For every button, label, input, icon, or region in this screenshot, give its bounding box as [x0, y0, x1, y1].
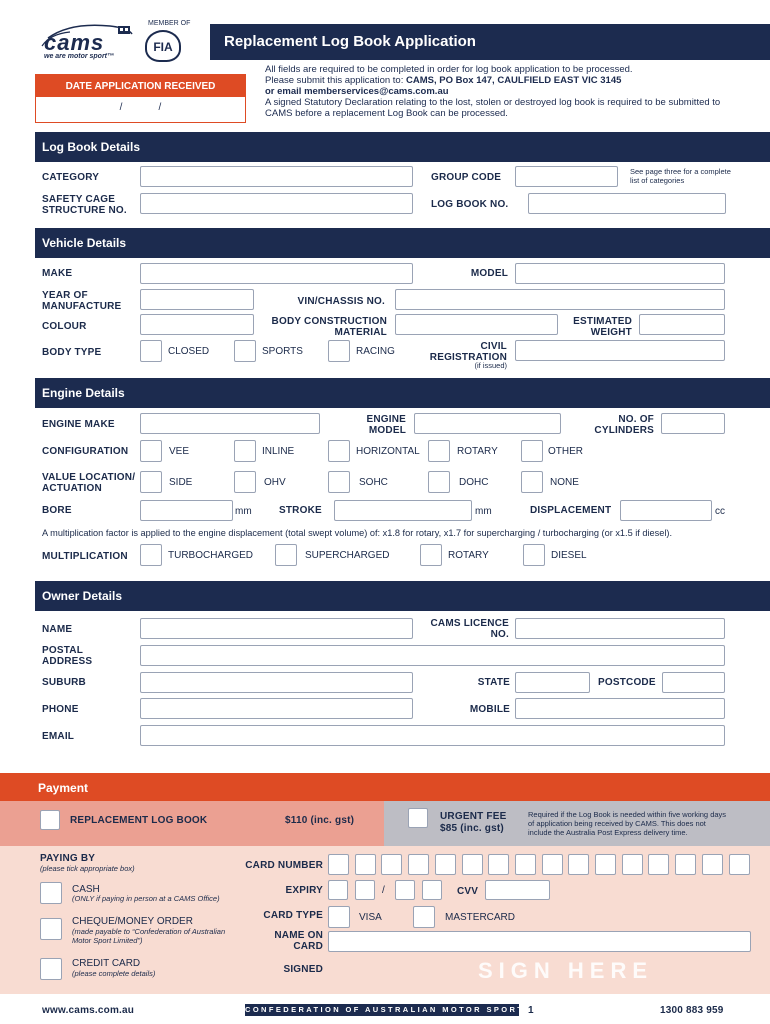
colour-label: COLOUR — [42, 321, 87, 332]
stroke-unit: mm — [475, 506, 492, 517]
mult-super-checkbox[interactable] — [275, 544, 297, 566]
model-field[interactable] — [515, 263, 725, 284]
stroke-label: STROKE — [279, 505, 322, 516]
replacement-label: REPLACEMENT LOG BOOK — [70, 815, 208, 826]
valve-dohc-checkbox[interactable] — [428, 471, 450, 493]
licence-field[interactable] — [515, 618, 725, 639]
card-number-digit[interactable] — [648, 854, 669, 875]
licence-label: CAMS LICENCE NO. — [430, 618, 509, 640]
displacement-field[interactable] — [620, 500, 712, 521]
valve-dohc-label: DOHC — [459, 477, 489, 488]
engine-model-label: ENGINE MODEL — [366, 414, 406, 436]
model-label: MODEL — [470, 268, 508, 279]
body-closed-label: CLOSED — [168, 346, 210, 357]
name-on-card-field[interactable] — [328, 931, 751, 952]
footer-website[interactable]: www.cams.com.au — [42, 1005, 135, 1016]
payment-title: Payment — [38, 781, 89, 795]
bore-field[interactable] — [140, 500, 233, 521]
mult-diesel-label: DIESEL — [551, 550, 587, 561]
phone-field[interactable] — [140, 698, 413, 719]
section-payment — [0, 773, 770, 801]
credit-checkbox[interactable] — [40, 958, 62, 980]
card-number-digit[interactable] — [355, 854, 376, 875]
instructions — [265, 64, 725, 119]
year-field[interactable] — [140, 289, 254, 310]
log-book-no-field[interactable] — [528, 193, 726, 214]
valve-none-checkbox[interactable] — [521, 471, 543, 493]
config-rotary-label: ROTARY — [457, 446, 498, 457]
category-field[interactable] — [140, 166, 413, 187]
replacement-price: $110 (inc. gst) — [285, 815, 355, 826]
phone-label: PHONE — [42, 704, 79, 715]
paying-by-note: (please tick appropriate box) — [40, 864, 135, 873]
footer-page: 1 — [528, 1005, 534, 1016]
valve-none-label: NONE — [550, 477, 579, 488]
card-number-digit[interactable] — [328, 854, 349, 875]
make-label: MAKE — [42, 268, 73, 279]
mobile-field[interactable] — [515, 698, 725, 719]
config-inline-label: INLINE — [262, 446, 295, 457]
expiry-separator: / — [382, 885, 385, 896]
sign-here-watermark: SIGN HERE — [478, 958, 654, 983]
footer-org-bar — [245, 1004, 525, 1016]
valve-sohc-checkbox[interactable] — [328, 471, 350, 493]
cheque-checkbox[interactable] — [40, 918, 62, 940]
visa-checkbox[interactable] — [328, 906, 350, 928]
body-material-field[interactable] — [395, 314, 558, 335]
credit-label: CREDIT CARD — [72, 958, 141, 969]
card-number-digit[interactable] — [675, 854, 696, 875]
postal-field[interactable] — [140, 645, 725, 666]
date-received-field[interactable]: / / — [119, 102, 162, 113]
card-number-digit[interactable] — [702, 854, 723, 875]
signature-field[interactable] — [328, 956, 751, 984]
card-number-digit[interactable] — [568, 854, 589, 875]
card-number-label: CARD NUMBER — [245, 860, 323, 871]
est-weight-field[interactable] — [639, 314, 725, 335]
bore-label: BORE — [42, 505, 72, 516]
email-field[interactable] — [140, 725, 725, 746]
colour-field[interactable] — [140, 314, 254, 335]
civil-reg-note: (if issued) — [474, 361, 507, 370]
urgent-price: $85 (inc. gst) — [440, 823, 504, 834]
logo-text: cams — [44, 30, 105, 55]
fia-logo — [145, 30, 181, 62]
visa-label: VISA — [359, 912, 382, 923]
fia-logo-text: FIA — [153, 40, 173, 54]
safety-cage-field[interactable] — [140, 193, 413, 214]
state-label: STATE — [477, 677, 510, 688]
instructions-2-address: CAMS, PO Box 147, CAULFIELD EAST VIC 3145 — [406, 75, 622, 86]
displacement-label: DISPLACEMENT — [530, 505, 612, 516]
instructions-3: or email memberservices@cams.com.au — [265, 86, 449, 97]
section-vehicle: Vehicle Details — [35, 228, 770, 258]
config-horizontal-checkbox[interactable] — [328, 440, 350, 462]
title-bar — [210, 24, 770, 60]
body-type-label: BODY TYPE — [42, 347, 102, 358]
name-field[interactable] — [140, 618, 413, 639]
instructions-2: Please submit this application to: — [265, 75, 406, 86]
instructions-1: All fields are required to be completed in order for log book application to be processed. — [265, 64, 633, 75]
vin-field[interactable] — [395, 289, 725, 310]
card-number-digit[interactable] — [381, 854, 402, 875]
instructions-4: A signed Statutory Declaration relating to the lost, stolen or destroyed log book is required to be submitted to CAMS before a replacement Log Book can be processed. — [265, 97, 721, 119]
config-inline-checkbox[interactable] — [234, 440, 256, 462]
card-number-digit[interactable] — [488, 854, 509, 875]
engine-make-field[interactable] — [140, 413, 320, 434]
cheque-label: CHEQUE/MONEY ORDER — [72, 916, 193, 927]
civil-reg-field[interactable] — [515, 340, 725, 361]
name-label: NAME — [42, 624, 73, 635]
card-number-digit[interactable] — [462, 854, 483, 875]
cheque-note: (made payable to “Confederation of Australian Motor Sport Limited”) — [72, 927, 226, 945]
body-sports-checkbox[interactable] — [234, 340, 256, 362]
displacement-unit: cc — [715, 506, 725, 517]
mastercard-checkbox[interactable] — [413, 906, 435, 928]
mult-rotary-label: ROTARY — [448, 550, 489, 561]
config-horizontal-label: HORIZONTAL — [356, 446, 420, 457]
vin-label: VIN/CHASSIS NO. — [297, 296, 385, 307]
body-racing-label: RACING — [356, 346, 395, 357]
valve-label: VALUE LOCATION/ ACTUATION — [42, 472, 136, 494]
card-number-digit[interactable] — [595, 854, 616, 875]
card-number-digit[interactable] — [515, 854, 536, 875]
mult-diesel-checkbox[interactable] — [523, 544, 545, 566]
multiplication-label: MULTIPLICATION — [42, 551, 128, 562]
cylinders-field[interactable] — [661, 413, 725, 434]
page-title: Replacement Log Book Application — [224, 33, 476, 50]
cylinders-label: NO. OF CYLINDERS — [594, 414, 654, 436]
section-engine: Engine Details — [35, 378, 770, 408]
body-racing-checkbox[interactable] — [328, 340, 350, 362]
category-label: CATEGORY — [42, 172, 100, 183]
suburb-label: SUBURB — [42, 677, 86, 688]
mastercard-label: MASTERCARD — [445, 912, 516, 923]
email-label: EMAIL — [42, 731, 75, 742]
body-closed-checkbox[interactable] — [140, 340, 162, 362]
valve-side-checkbox[interactable] — [140, 471, 162, 493]
card-number-digit[interactable] — [622, 854, 643, 875]
valve-ohv-checkbox[interactable] — [234, 471, 256, 493]
expiry-month-2[interactable] — [355, 880, 375, 900]
cash-label: CASH — [72, 884, 100, 895]
configuration-label: CONFIGURATION — [42, 446, 129, 457]
log-book-no-label: LOG BOOK NO. — [431, 199, 509, 210]
footer-phone: 1300 883 959 — [660, 1005, 724, 1016]
paying-by-label: PAYING BY — [40, 853, 96, 864]
logo-tagline: we are motor sport™ — [44, 53, 115, 60]
postcode-label: POSTCODE — [598, 677, 656, 688]
urgent-note: Required if the Log Book is needed within five working days of application being received by CAMS. This does not include the Australia Post Express delivery time. — [528, 810, 727, 837]
footer-org: CONFEDERATION OF AUSTRALIAN MOTOR SPORT — [245, 1005, 525, 1014]
stroke-field[interactable] — [334, 500, 472, 521]
date-received-label: DATE APPLICATION RECEIVED — [36, 75, 245, 97]
signed-label: SIGNED — [283, 964, 323, 975]
cvv-label: CVV — [457, 886, 479, 897]
cvv-field[interactable] — [485, 880, 550, 900]
expiry-label: EXPIRY — [285, 885, 323, 896]
card-number-digit[interactable] — [408, 854, 429, 875]
group-code-note: See page three for a complete list of categories — [630, 167, 731, 185]
safety-cage-label: SAFETY CAGE STRUCTURE NO. — [42, 194, 127, 216]
expiry-month-1[interactable] — [328, 880, 348, 900]
section-owner: Owner Details — [35, 581, 770, 611]
replacement-checkbox[interactable] — [40, 810, 60, 830]
credit-note: (please complete details) — [72, 969, 156, 978]
urgent-checkbox[interactable] — [408, 808, 428, 828]
est-weight-label: ESTIMATED WEIGHT — [573, 316, 632, 338]
engine-make-label: ENGINE MAKE — [42, 419, 115, 430]
mult-super-label: SUPERCHARGED — [305, 550, 390, 561]
postal-label: POSTAL ADDRESS — [42, 645, 93, 667]
expiry-year-2[interactable] — [422, 880, 442, 900]
cams-logo — [40, 20, 140, 65]
multiplication-note: A multiplication factor is applied to the engine displacement (total swept volume) of: x1.8 for rotary, x1.7 for supercharging / turbocharging (or x1.5 if diesel). — [42, 528, 673, 538]
mult-rotary-checkbox[interactable] — [420, 544, 442, 566]
urgent-label: URGENT FEE — [440, 811, 507, 822]
valve-ohv-label: OHV — [264, 477, 286, 488]
expiry-year-1[interactable] — [395, 880, 415, 900]
card-number-digit[interactable] — [542, 854, 563, 875]
config-other-label: OTHER — [548, 446, 583, 457]
postcode-field[interactable] — [662, 672, 725, 693]
name-on-card-label: NAME ON CARD — [274, 930, 323, 952]
suburb-field[interactable] — [140, 672, 413, 693]
engine-model-field[interactable] — [414, 413, 561, 434]
group-code-field[interactable] — [515, 166, 618, 187]
body-sports-label: SPORTS — [262, 346, 303, 357]
bore-unit: mm — [235, 506, 252, 517]
card-number-digit[interactable] — [729, 854, 750, 875]
body-material-label: BODY CONSTRUCTION MATERIAL — [271, 316, 387, 338]
make-field[interactable] — [140, 263, 413, 284]
civil-reg-label: CIVIL REGISTRATION — [429, 341, 507, 363]
mult-turbo-label: TURBOCHARGED — [168, 550, 254, 561]
valve-sohc-label: SOHC — [359, 477, 388, 488]
config-vee-checkbox[interactable] — [140, 440, 162, 462]
valve-side-label: SIDE — [169, 477, 193, 488]
card-type-label: CARD TYPE — [263, 910, 323, 921]
cash-checkbox[interactable] — [40, 882, 62, 904]
config-other-checkbox[interactable] — [521, 440, 543, 462]
mult-turbo-checkbox[interactable] — [140, 544, 162, 566]
date-received-box — [35, 74, 246, 123]
year-label: YEAR OF MANUFACTURE — [42, 290, 122, 312]
section-log-book: Log Book Details — [35, 132, 770, 162]
member-of-label: MEMBER OF — [148, 20, 191, 27]
mobile-label: MOBILE — [469, 704, 510, 715]
config-vee-label: VEE — [169, 446, 190, 457]
group-code-label: GROUP CODE — [431, 172, 502, 183]
config-rotary-checkbox[interactable] — [428, 440, 450, 462]
state-field[interactable] — [515, 672, 590, 693]
cash-note: (ONLY if paying in person at a CAMS Office) — [72, 894, 220, 903]
card-number-digit[interactable] — [435, 854, 456, 875]
